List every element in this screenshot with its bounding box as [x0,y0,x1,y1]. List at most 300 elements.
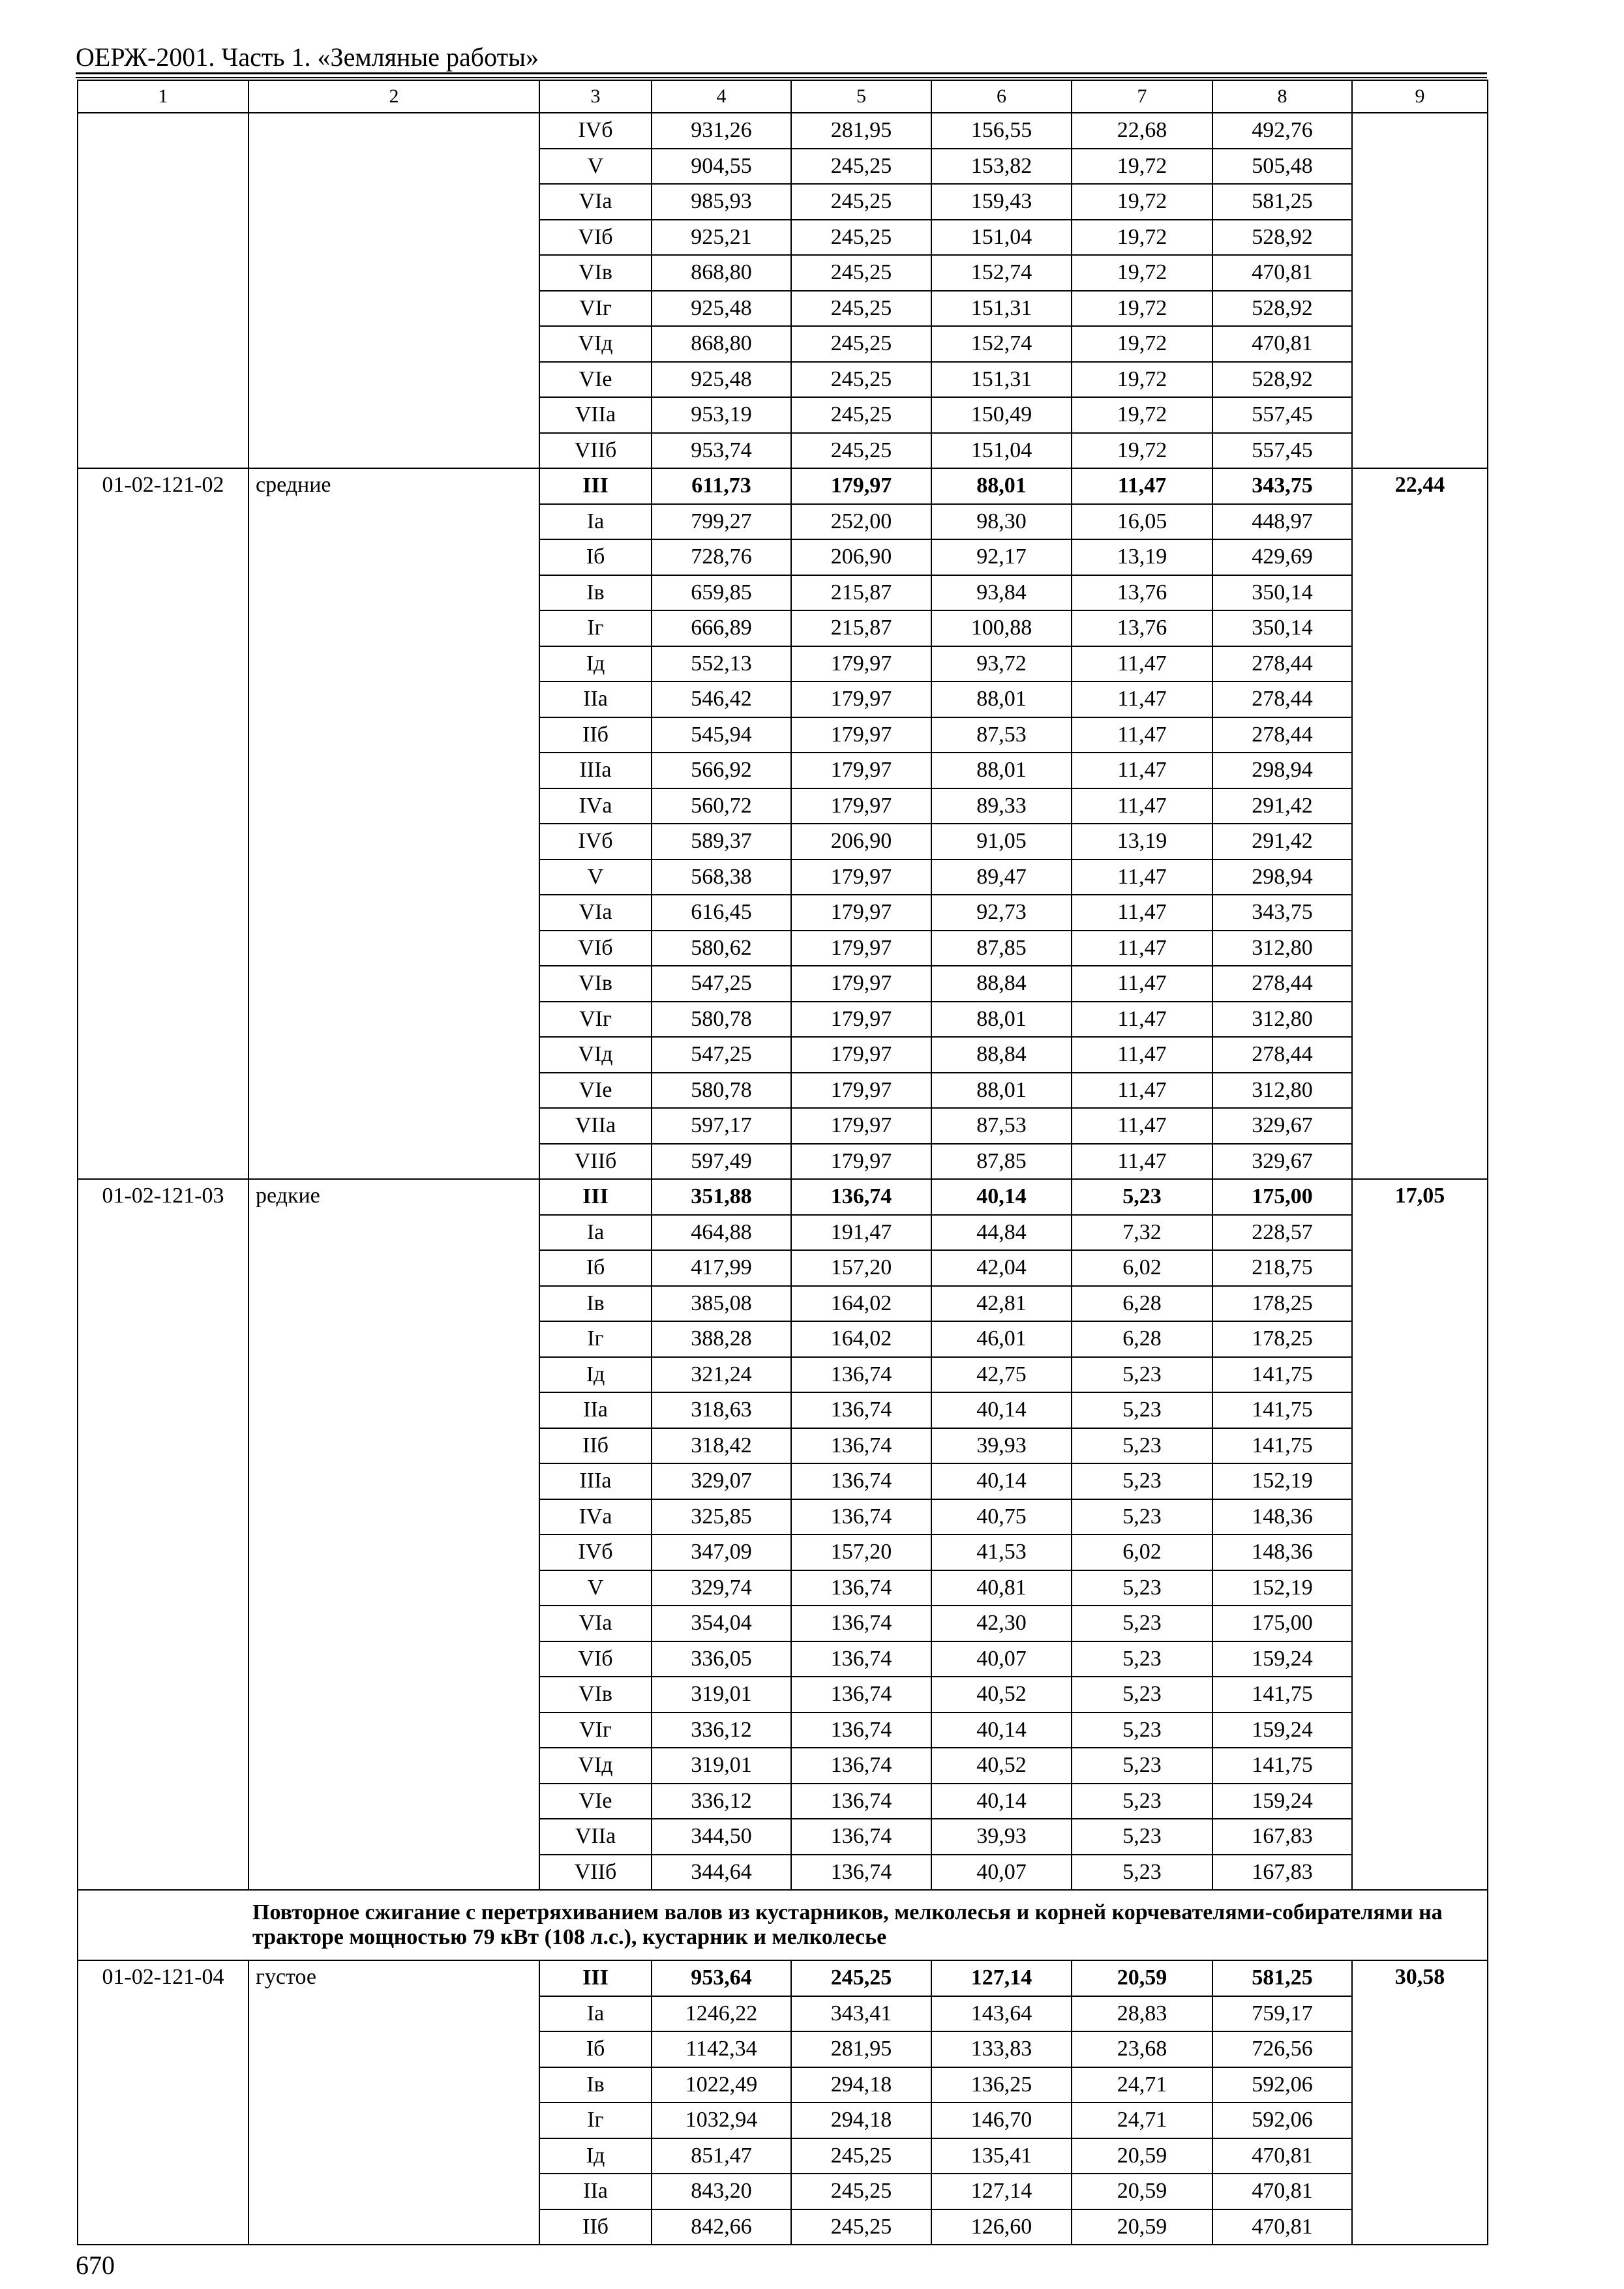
value-cell: 136,74 [791,1855,931,1891]
value-cell: 568,38 [652,860,791,895]
value-cell: 470,81 [1212,2174,1352,2209]
value-cell: 93,72 [931,646,1072,682]
value-cell: 20,59 [1072,1960,1212,1996]
header-rule [76,72,1487,74]
value-cell: 179,97 [791,788,931,824]
value-cell: 953,74 [652,433,791,469]
value-cell: 560,72 [652,788,791,824]
value-cell: 666,89 [652,610,791,646]
value-cell: 179,97 [791,1144,931,1180]
value-cell: 581,25 [1212,184,1352,220]
column9-cell [1352,113,1488,468]
value-cell: 580,78 [652,1002,791,1038]
value-cell: 557,45 [1212,433,1352,469]
value-cell: 6,02 [1072,1250,1212,1286]
value-cell: 728,76 [652,539,791,575]
category-cell: VIа [539,895,652,931]
value-cell: 127,14 [931,2174,1072,2209]
value-cell: 179,97 [791,1108,931,1144]
value-cell: 178,25 [1212,1286,1352,1322]
value-cell: 528,92 [1212,291,1352,327]
value-cell: 16,05 [1072,504,1212,540]
value-cell: 87,85 [931,931,1072,966]
value-cell: 22,68 [1072,113,1212,149]
category-cell: Iа [539,504,652,540]
category-cell: VIIа [539,1108,652,1144]
value-cell: 592,06 [1212,2067,1352,2103]
value-cell: 505,48 [1212,149,1352,185]
value-cell: 354,04 [652,1606,791,1641]
category-cell: V [539,1570,652,1606]
value-cell: 89,47 [931,860,1072,895]
column-number-cell: 7 [1072,80,1212,113]
value-cell: 143,64 [931,1996,1072,2032]
value-cell: 868,80 [652,255,791,291]
category-cell: Iд [539,1357,652,1393]
category-cell: IIа [539,2174,652,2209]
value-cell: 842,66 [652,2209,791,2245]
value-cell: 39,93 [931,1428,1072,1464]
value-cell: 88,01 [931,681,1072,717]
value-cell: 5,23 [1072,1428,1212,1464]
value-cell: 547,25 [652,966,791,1002]
value-cell: 148,36 [1212,1534,1352,1570]
value-cell: 19,72 [1072,326,1212,362]
category-cell: V [539,860,652,895]
value-cell: 5,23 [1072,1677,1212,1713]
column-number-cell: 4 [652,80,791,113]
value-cell: 179,97 [791,895,931,931]
column-number-cell: 1 [78,80,248,113]
value-cell: 126,60 [931,2209,1072,2245]
value-cell: 552,13 [652,646,791,682]
value-cell: 24,71 [1072,2067,1212,2103]
category-cell: Iд [539,646,652,682]
value-cell: 278,44 [1212,966,1352,1002]
value-cell: 464,88 [652,1215,791,1251]
category-cell: VIIб [539,433,652,469]
value-cell: 985,93 [652,184,791,220]
value-cell: 218,75 [1212,1250,1352,1286]
category-cell: VIе [539,1073,652,1109]
value-cell: 11,47 [1072,931,1212,966]
value-cell: 40,14 [931,1713,1072,1748]
value-cell: 13,19 [1072,824,1212,860]
value-cell: 597,49 [652,1144,791,1180]
value-cell: 321,24 [652,1357,791,1393]
value-cell: 152,19 [1212,1570,1352,1606]
value-cell: 13,76 [1072,610,1212,646]
value-cell: 151,04 [931,220,1072,256]
value-cell: 329,07 [652,1463,791,1499]
value-cell: 167,83 [1212,1855,1352,1891]
value-cell: 152,74 [931,255,1072,291]
value-cell: 136,74 [791,1784,931,1819]
value-cell: 11,47 [1072,646,1212,682]
category-cell: Iв [539,1286,652,1322]
value-cell: 179,97 [791,717,931,753]
value-cell: 141,75 [1212,1677,1352,1713]
value-cell: 925,48 [652,362,791,398]
value-cell: 46,01 [931,1321,1072,1357]
value-cell: 611,73 [652,468,791,504]
value-cell: 19,72 [1072,362,1212,398]
value-cell: 281,95 [791,113,931,149]
value-cell: 215,87 [791,610,931,646]
code-cell: 01-02-121-03 [78,1179,248,1890]
value-cell: 157,20 [791,1250,931,1286]
value-cell: 93,84 [931,575,1072,611]
category-cell: VIIа [539,397,652,433]
category-cell: VIв [539,966,652,1002]
category-cell: Iб [539,539,652,575]
value-cell: 616,45 [652,895,791,931]
value-cell: 151,31 [931,291,1072,327]
value-cell: 159,24 [1212,1713,1352,1748]
value-cell: 294,18 [791,2067,931,2103]
value-cell: 5,23 [1072,1499,1212,1535]
category-cell: VIIб [539,1144,652,1180]
value-cell: 136,74 [791,1570,931,1606]
value-cell: 153,82 [931,149,1072,185]
value-cell: 5,23 [1072,1392,1212,1428]
value-cell: 417,99 [652,1250,791,1286]
column-number-row [78,80,1488,113]
value-cell: 136,74 [791,1748,931,1784]
value-cell: 843,20 [652,2174,791,2209]
table-row [78,468,1488,504]
value-cell: 88,01 [931,468,1072,504]
value-cell: 245,25 [791,433,931,469]
value-cell: 298,94 [1212,860,1352,895]
value-cell: 7,32 [1072,1215,1212,1251]
category-cell: IVа [539,788,652,824]
value-cell: 159,43 [931,184,1072,220]
value-cell: 245,25 [791,220,931,256]
value-cell: 11,47 [1072,1108,1212,1144]
section-header-row [78,1890,1488,1960]
code-cell: 01-02-121-02 [78,468,248,1179]
value-cell: 152,19 [1212,1463,1352,1499]
value-cell: 294,18 [791,2102,931,2138]
value-cell: 6,02 [1072,1534,1212,1570]
value-cell: 11,47 [1072,1073,1212,1109]
value-cell: 312,80 [1212,1002,1352,1038]
table-row [78,1179,1488,1215]
value-cell: 245,25 [791,2138,931,2174]
value-cell: 592,06 [1212,2102,1352,2138]
value-cell: 336,12 [652,1784,791,1819]
value-cell: 42,81 [931,1286,1072,1322]
value-cell: 164,02 [791,1321,931,1357]
category-cell: VIг [539,291,652,327]
value-cell: 141,75 [1212,1357,1352,1393]
category-cell: VIIа [539,1819,652,1855]
value-cell: 11,47 [1072,717,1212,753]
value-cell: 98,30 [931,504,1072,540]
value-cell: 343,75 [1212,895,1352,931]
column9-cell: 17,05 [1352,1179,1488,1890]
value-cell: 799,27 [652,504,791,540]
value-cell: 164,02 [791,1286,931,1322]
value-cell: 245,25 [791,397,931,433]
value-cell: 851,47 [652,2138,791,2174]
value-cell: 470,81 [1212,255,1352,291]
value-cell: 545,94 [652,717,791,753]
value-cell: 175,00 [1212,1606,1352,1641]
value-cell: 1032,94 [652,2102,791,2138]
value-cell: 5,23 [1072,1463,1212,1499]
value-cell: 329,67 [1212,1144,1352,1180]
value-cell: 470,81 [1212,2209,1352,2245]
value-cell: 388,28 [652,1321,791,1357]
category-cell: IIIа [539,1463,652,1499]
value-cell: 159,24 [1212,1784,1352,1819]
value-cell: 1142,34 [652,2031,791,2067]
value-cell: 547,25 [652,1037,791,1073]
value-cell: 581,25 [1212,1960,1352,1996]
value-cell: 580,62 [652,931,791,966]
category-cell: IIб [539,717,652,753]
value-cell: 5,23 [1072,1855,1212,1891]
value-cell: 136,74 [791,1499,931,1535]
value-cell: 931,26 [652,113,791,149]
value-cell: 136,74 [791,1606,931,1641]
value-cell: 350,14 [1212,575,1352,611]
value-cell: 40,07 [931,1641,1072,1677]
column-number-cell: 2 [248,80,539,113]
column-number-cell: 5 [791,80,931,113]
value-cell: 344,64 [652,1855,791,1891]
column-number-cell: 6 [931,80,1072,113]
value-cell: 88,84 [931,1037,1072,1073]
value-cell: 87,53 [931,717,1072,753]
value-cell: 448,97 [1212,504,1352,540]
value-cell: 5,23 [1072,1570,1212,1606]
value-cell: 11,47 [1072,1144,1212,1180]
value-cell: 528,92 [1212,362,1352,398]
name-cell [248,113,539,468]
category-cell: Iб [539,1250,652,1286]
value-cell: 343,75 [1212,468,1352,504]
category-cell: VIд [539,1037,652,1073]
value-cell: 88,84 [931,966,1072,1002]
value-cell: 5,23 [1072,1641,1212,1677]
value-cell: 5,23 [1072,1713,1212,1748]
value-cell: 492,76 [1212,113,1352,149]
value-cell: 5,23 [1072,1819,1212,1855]
value-cell: 11,47 [1072,966,1212,1002]
value-cell: 11,47 [1072,1037,1212,1073]
value-cell: 281,95 [791,2031,931,2067]
value-cell: 347,09 [652,1534,791,1570]
section-spacer [78,1890,248,1960]
value-cell: 470,81 [1212,2138,1352,2174]
value-cell: 868,80 [652,326,791,362]
value-cell: 312,80 [1212,931,1352,966]
value-cell: 141,75 [1212,1428,1352,1464]
value-cell: 1022,49 [652,2067,791,2103]
value-cell: 318,42 [652,1428,791,1464]
value-cell: 23,68 [1072,2031,1212,2067]
value-cell: 127,14 [931,1960,1072,1996]
value-cell: 278,44 [1212,1037,1352,1073]
value-cell: 13,19 [1072,539,1212,575]
value-cell: 136,74 [791,1677,931,1713]
value-cell: 329,74 [652,1570,791,1606]
value-cell: 40,14 [931,1463,1072,1499]
value-cell: 159,24 [1212,1641,1352,1677]
value-cell: 351,88 [652,1179,791,1215]
value-cell: 429,69 [1212,539,1352,575]
value-cell: 41,53 [931,1534,1072,1570]
value-cell: 5,23 [1072,1784,1212,1819]
value-cell: 336,05 [652,1641,791,1677]
category-cell: IVб [539,1534,652,1570]
value-cell: 135,41 [931,2138,1072,2174]
category-cell: Iг [539,610,652,646]
value-cell: 343,41 [791,1996,931,2032]
value-cell: 245,25 [791,2174,931,2209]
value-cell: 179,97 [791,468,931,504]
code-cell: 01-02-121-04 [78,1960,248,2245]
value-cell: 91,05 [931,824,1072,860]
value-cell: 904,55 [652,149,791,185]
value-cell: 179,97 [791,1037,931,1073]
category-cell: VIд [539,326,652,362]
value-cell: 167,83 [1212,1819,1352,1855]
category-cell: IIIа [539,753,652,788]
value-cell: 136,74 [791,1428,931,1464]
value-cell: 40,75 [931,1499,1072,1535]
value-cell: 39,93 [931,1819,1072,1855]
value-cell: 178,25 [1212,1321,1352,1357]
value-cell: 40,52 [931,1748,1072,1784]
value-cell: 350,14 [1212,610,1352,646]
category-cell: IIб [539,1428,652,1464]
category-cell: VIа [539,184,652,220]
value-cell: 88,01 [931,753,1072,788]
page-header: ОЕРЖ-2001. Часть 1. «Земляные работы» [76,42,539,72]
value-cell: 42,75 [931,1357,1072,1393]
value-cell: 278,44 [1212,717,1352,753]
value-cell: 19,72 [1072,291,1212,327]
value-cell: 89,33 [931,788,1072,824]
value-cell: 336,12 [652,1713,791,1748]
category-cell: VIб [539,220,652,256]
category-cell: III [539,1960,652,1996]
value-cell: 6,28 [1072,1286,1212,1322]
table-row [78,113,1488,149]
category-cell: Iа [539,1215,652,1251]
column-number-cell: 9 [1352,80,1488,113]
value-cell: 11,47 [1072,895,1212,931]
value-cell: 40,14 [931,1179,1072,1215]
value-cell: 19,72 [1072,220,1212,256]
value-cell: 136,74 [791,1357,931,1393]
value-cell: 385,08 [652,1286,791,1322]
value-cell: 6,28 [1072,1321,1212,1357]
category-cell: Iв [539,575,652,611]
value-cell: 88,01 [931,1073,1072,1109]
value-cell: 318,63 [652,1392,791,1428]
rates-table [77,80,1488,2245]
value-cell: 726,56 [1212,2031,1352,2067]
category-cell: VIд [539,1748,652,1784]
value-cell: 179,97 [791,646,931,682]
value-cell: 151,04 [931,433,1072,469]
value-cell: 245,25 [791,291,931,327]
value-cell: 136,74 [791,1819,931,1855]
category-cell: IIа [539,1392,652,1428]
value-cell: 179,97 [791,681,931,717]
column9-cell: 22,44 [1352,468,1488,1179]
value-cell: 298,94 [1212,753,1352,788]
category-cell: III [539,1179,652,1215]
value-cell: 191,47 [791,1215,931,1251]
value-cell: 245,25 [791,149,931,185]
value-cell: 245,25 [791,255,931,291]
value-cell: 11,47 [1072,468,1212,504]
value-cell: 133,83 [931,2031,1072,2067]
value-cell: 344,50 [652,1819,791,1855]
value-cell: 245,25 [791,2209,931,2245]
value-cell: 1246,22 [652,1996,791,2032]
value-cell: 87,53 [931,1108,1072,1144]
value-cell: 151,31 [931,362,1072,398]
column9-cell: 30,58 [1352,1960,1488,2245]
page-number: 670 [76,2251,115,2280]
value-cell: 179,97 [791,1002,931,1038]
category-cell: IVб [539,113,652,149]
category-cell: VIг [539,1002,652,1038]
value-cell: 88,01 [931,1002,1072,1038]
value-cell: 20,59 [1072,2138,1212,2174]
value-cell: 557,45 [1212,397,1352,433]
category-cell: VIе [539,362,652,398]
category-cell: VIIб [539,1855,652,1891]
value-cell: 19,72 [1072,433,1212,469]
value-cell: 659,85 [652,575,791,611]
value-cell: 40,07 [931,1855,1072,1891]
header-rule-thin [76,77,1487,78]
category-cell: Iд [539,2138,652,2174]
value-cell: 136,74 [791,1463,931,1499]
column-number-cell: 3 [539,80,652,113]
value-cell: 759,17 [1212,1996,1352,2032]
value-cell: 92,17 [931,539,1072,575]
value-cell: 470,81 [1212,326,1352,362]
value-cell: 179,97 [791,753,931,788]
value-cell: 141,75 [1212,1748,1352,1784]
table-row [78,1960,1488,1996]
category-cell: VIб [539,1641,652,1677]
category-cell: IIб [539,2209,652,2245]
value-cell: 329,67 [1212,1108,1352,1144]
value-cell: 20,59 [1072,2174,1212,2209]
value-cell: 546,42 [652,681,791,717]
value-cell: 136,25 [931,2067,1072,2103]
value-cell: 175,00 [1212,1179,1352,1215]
value-cell: 19,72 [1072,255,1212,291]
value-cell: 566,92 [652,753,791,788]
value-cell: 100,88 [931,610,1072,646]
value-cell: 5,23 [1072,1179,1212,1215]
name-cell: средние [248,468,539,1179]
value-cell: 19,72 [1072,149,1212,185]
value-cell: 179,97 [791,966,931,1002]
value-cell: 291,42 [1212,788,1352,824]
